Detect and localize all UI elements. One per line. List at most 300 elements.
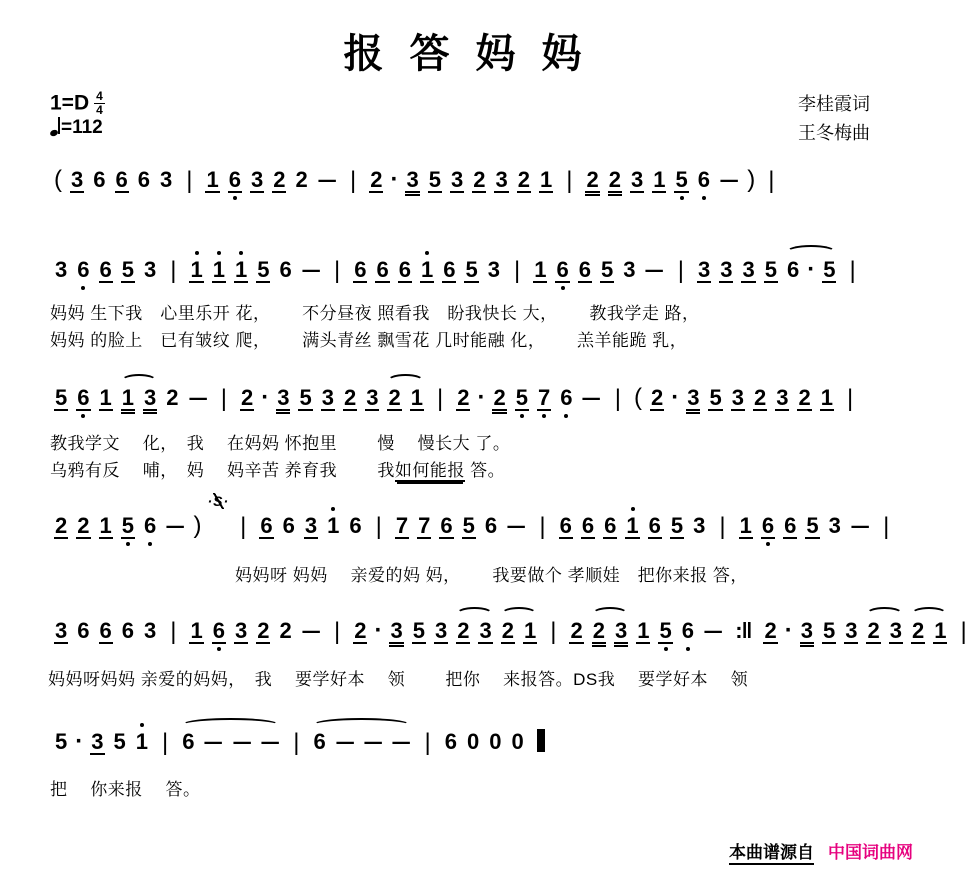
note-digit: 5 — [764, 257, 777, 282]
final-barline-icon — [537, 729, 545, 752]
note — [488, 730, 502, 753]
note — [444, 730, 458, 753]
note — [298, 386, 312, 411]
note — [763, 619, 777, 644]
note-digit: 1 — [212, 257, 225, 282]
note-digit: 1 — [934, 618, 947, 643]
lyrics-verse2-line2 — [50, 456, 505, 481]
note — [205, 168, 219, 193]
note — [708, 386, 722, 411]
note-digit: 6 — [354, 257, 367, 282]
augmentation-dot-icon: · — [671, 384, 680, 411]
note-digit: 6 — [313, 729, 326, 754]
note-digit: 6 — [398, 257, 411, 282]
note — [764, 258, 778, 283]
note — [786, 258, 800, 281]
note — [559, 514, 573, 539]
music-line-verse — [50, 256, 865, 285]
note — [234, 619, 248, 644]
note — [559, 386, 573, 409]
note — [115, 168, 129, 193]
octave-down-dot-icon — [520, 414, 524, 418]
note — [658, 619, 672, 644]
note — [259, 514, 273, 539]
lyrics-verse1-line2: 教我学文 化， 我 在妈妈 怀抱里 慢 慢长大 了。 — [50, 434, 511, 453]
note — [697, 258, 711, 283]
note-digit: 2 — [473, 167, 486, 192]
music-line-verse-b — [50, 384, 862, 413]
note-digit: 3 — [630, 167, 644, 192]
note-digit: 5 — [55, 729, 68, 754]
note-digit: 6 — [443, 257, 456, 282]
augmentation-dot-icon: · — [374, 617, 383, 644]
note-digit: 6 — [440, 513, 453, 538]
note-digit: 2 — [570, 618, 583, 643]
dash-note-icon: – — [165, 513, 186, 538]
note — [256, 258, 270, 283]
barline-icon: | — [513, 257, 521, 284]
source-label: 本曲谱源自 — [729, 843, 814, 865]
note — [911, 619, 925, 644]
note — [76, 386, 90, 411]
note — [165, 386, 179, 409]
note — [686, 386, 700, 411]
note-digit: 2 — [517, 167, 530, 192]
note-digit: 3 — [304, 513, 318, 538]
note — [76, 258, 90, 281]
note — [135, 730, 149, 753]
note — [410, 386, 424, 411]
note-digit: 7 — [418, 513, 431, 538]
note-digit: 5 — [121, 257, 134, 282]
note-digit: 0 — [489, 729, 502, 754]
barline-icon: | — [333, 618, 341, 645]
note-digit: 5 — [299, 385, 312, 410]
note — [272, 168, 286, 193]
note — [54, 730, 68, 753]
octave-down-dot-icon — [561, 286, 565, 290]
barline-icon: | — [220, 385, 227, 412]
barline-icon: | — [614, 385, 621, 412]
note-digit: 1 — [420, 257, 434, 282]
note-digit: 3 — [487, 257, 500, 282]
note — [603, 514, 617, 539]
note — [866, 619, 880, 644]
note — [775, 386, 789, 411]
note — [353, 619, 367, 644]
note — [697, 168, 711, 191]
note — [515, 386, 529, 411]
note — [189, 258, 203, 283]
note — [54, 514, 68, 539]
note — [137, 168, 151, 191]
note — [143, 514, 157, 537]
slur-arc-icon — [862, 618, 907, 644]
note — [650, 386, 664, 411]
note — [417, 514, 431, 539]
octave-down-dot-icon — [542, 414, 546, 418]
note — [428, 168, 442, 193]
note — [501, 619, 515, 644]
credits — [798, 90, 870, 148]
note — [464, 258, 478, 283]
note — [398, 258, 412, 283]
parenthesis: ) — [747, 166, 756, 193]
note-digit: 2 — [493, 385, 506, 410]
note — [933, 619, 947, 644]
note-digit: 6 — [349, 513, 362, 538]
augmentation-dot-icon: · — [261, 384, 270, 411]
barline-icon: | — [846, 385, 854, 412]
note — [442, 258, 456, 283]
octave-up-dot-icon — [239, 251, 243, 255]
repeat-barline-icon: :‖ — [735, 618, 752, 643]
note-digit: 3 — [495, 167, 508, 192]
augmentation-dot-icon: · — [477, 384, 486, 411]
note — [517, 168, 531, 193]
note-digit: 3 — [693, 513, 706, 538]
note — [99, 386, 113, 411]
note — [189, 619, 203, 644]
note-digit: 6 — [212, 618, 225, 643]
note-digit: 6 — [648, 513, 661, 538]
note — [820, 386, 834, 411]
note — [533, 258, 547, 283]
note-digit: 0 — [466, 729, 480, 754]
octave-down-dot-icon — [217, 647, 221, 651]
note-digit: 2 — [257, 618, 270, 643]
tempo-marking — [50, 116, 103, 139]
note-digit: 2 — [388, 385, 401, 410]
note — [240, 386, 254, 411]
note — [674, 168, 688, 193]
note — [121, 258, 135, 283]
note-digit: 3 — [144, 385, 157, 410]
note — [121, 619, 135, 642]
note-digit: 1 — [523, 618, 537, 643]
octave-up-dot-icon — [140, 723, 144, 727]
note-digit: 6 — [99, 257, 112, 282]
lyrics-melisma-underline: 如何能报 — [394, 461, 465, 480]
note — [600, 258, 614, 283]
note-digit: 2 — [764, 618, 777, 643]
note — [822, 258, 836, 283]
octave-down-dot-icon — [564, 414, 568, 418]
note — [822, 619, 836, 644]
note — [70, 168, 84, 193]
note-digit: 3 — [614, 618, 628, 643]
slur-arc-icon — [907, 618, 952, 644]
key-label: 1=D — [50, 91, 90, 115]
lyricist-credit: 李桂霞词 — [798, 94, 870, 114]
dash-note-icon: – — [301, 257, 321, 282]
note-digit: 6 — [77, 257, 90, 282]
note-digit: 5 — [600, 257, 614, 282]
dash-note-icon: – — [719, 167, 739, 192]
note — [369, 168, 383, 193]
note — [99, 619, 113, 644]
note — [212, 258, 226, 283]
note — [585, 168, 599, 193]
note — [648, 514, 662, 539]
note-digit: 2 — [592, 618, 605, 643]
note-digit: 5 — [462, 513, 475, 538]
note-digit: 6 — [144, 513, 157, 538]
note — [510, 730, 524, 753]
note-digit: 3 — [742, 257, 755, 282]
note-digit: 1 — [410, 385, 423, 410]
note — [54, 258, 68, 281]
note-digit: 2 — [650, 385, 664, 410]
parenthesis: ) — [193, 512, 202, 539]
note-digit: 1 — [99, 385, 112, 410]
music-line-intro — [50, 166, 783, 195]
note — [348, 514, 362, 537]
note-digit: 3 — [55, 257, 68, 282]
note-digit: 2 — [166, 385, 179, 410]
note — [387, 386, 401, 411]
barline-icon: | — [424, 729, 431, 756]
note — [304, 514, 318, 539]
note-digit: 3 — [697, 257, 711, 282]
note-digit: 5 — [823, 257, 836, 282]
note-digit: 1 — [637, 618, 650, 643]
note-digit: 2 — [55, 513, 68, 538]
note-digit: 6 — [115, 167, 128, 192]
note-digit: 6 — [556, 257, 569, 282]
note — [76, 514, 90, 539]
note-digit: 2 — [586, 167, 599, 192]
slur-arc-icon — [383, 385, 428, 411]
note-digit: 2 — [608, 167, 621, 192]
note — [353, 258, 367, 283]
note — [99, 258, 113, 283]
note-digit: 6 — [761, 513, 775, 538]
note-digit: 5 — [428, 167, 441, 192]
note — [113, 730, 127, 753]
note-digit: 2 — [370, 167, 383, 192]
note-digit: 3 — [144, 257, 157, 282]
slur-arc-icon — [177, 729, 284, 755]
note-digit: 5 — [465, 257, 478, 282]
note-digit: 6 — [444, 729, 457, 754]
note-digit: 3 — [687, 385, 700, 410]
lyrics-verse2-line2-pre: 乌鸦有反 哺， 妈 妈辛苦 养育我 我 — [50, 461, 395, 480]
dash-note-icon: – — [232, 729, 252, 754]
barline-icon: | — [170, 257, 177, 284]
dash-note-icon: – — [317, 167, 337, 192]
note — [844, 619, 858, 644]
note — [276, 386, 290, 411]
note — [256, 619, 270, 644]
note — [54, 619, 68, 644]
note — [753, 386, 767, 411]
note — [412, 619, 426, 644]
note — [889, 619, 903, 644]
barline-icon: | — [240, 513, 247, 540]
note-digit: 3 — [321, 385, 334, 410]
note-digit: 6 — [77, 385, 90, 410]
octave-up-dot-icon — [195, 251, 199, 255]
note-digit: 1 — [739, 513, 752, 538]
note — [212, 619, 226, 644]
note — [472, 168, 486, 193]
note-digit: 3 — [434, 618, 448, 643]
note — [614, 619, 628, 644]
note — [805, 514, 819, 539]
note-digit: 2 — [354, 618, 367, 643]
note — [539, 168, 553, 193]
note-digit: 6 — [228, 167, 241, 192]
note — [636, 619, 650, 644]
note — [681, 619, 695, 642]
footer-site-link[interactable]: 中国词曲网 — [828, 843, 913, 862]
time-signature — [94, 90, 105, 116]
octave-down-dot-icon — [680, 196, 684, 200]
note-digit: 3 — [91, 729, 104, 754]
dash-note-icon: – — [260, 729, 280, 754]
source-attribution — [710, 818, 913, 883]
barline-icon: | — [186, 167, 193, 194]
barline-icon: | — [349, 167, 357, 194]
note-digit: 2 — [295, 167, 308, 192]
dash-note-icon: – — [581, 385, 602, 410]
note — [581, 514, 595, 539]
note-digit: 1 — [99, 513, 112, 538]
note-digit: 3 — [234, 618, 248, 643]
note-digit: 3 — [800, 618, 813, 643]
note — [143, 386, 157, 411]
lyrics-verse2-line1: 妈妈 的脸上 已有皱纹 爬， 满头青丝 飘雪花 几时能融 化， 羔羊能跪 乳， — [50, 331, 688, 350]
note — [630, 168, 644, 193]
note-digit: 6 — [99, 618, 112, 643]
note-digit: 1 — [234, 257, 248, 282]
note — [761, 514, 775, 539]
key-signature — [50, 90, 105, 116]
note-digit: 2 — [501, 618, 514, 643]
note-digit: 5 — [113, 729, 126, 754]
barline-icon: | — [960, 618, 967, 645]
note-digit: 5 — [709, 385, 722, 410]
parenthesis: ( — [633, 384, 642, 411]
note — [365, 386, 379, 411]
note-digit: 1 — [539, 167, 553, 192]
note-digit: 6 — [786, 257, 800, 282]
note — [800, 619, 814, 644]
note-digit: 3 — [144, 618, 157, 643]
octave-down-dot-icon — [81, 414, 85, 418]
note — [797, 386, 811, 411]
note — [719, 258, 733, 283]
note-digit: 5 — [515, 385, 528, 410]
octave-down-dot-icon — [126, 542, 130, 546]
slur-arc-icon — [308, 729, 415, 755]
dash-note-icon: – — [203, 729, 224, 754]
augmentation-dot-icon: · — [390, 166, 399, 193]
note-digit: 2 — [343, 385, 357, 410]
music-line-chorus-b — [50, 617, 976, 646]
note-digit: 6 — [578, 257, 591, 282]
slur-arc-icon — [588, 618, 633, 644]
note-digit: 3 — [450, 167, 464, 192]
note — [492, 386, 506, 411]
note — [326, 514, 340, 537]
note — [487, 258, 501, 281]
dash-note-icon: – — [363, 729, 383, 754]
dash-note-icon: – — [644, 257, 665, 282]
note-digit: 5 — [806, 513, 819, 538]
note-digit: 2 — [457, 385, 470, 410]
note — [90, 730, 104, 755]
note-digit: 3 — [720, 257, 733, 282]
barline-icon: | — [550, 618, 557, 645]
note-digit: 1 — [190, 257, 203, 282]
note — [395, 514, 409, 539]
dash-note-icon: – — [703, 618, 723, 643]
note — [608, 168, 622, 193]
barline-icon: | — [293, 729, 300, 756]
music-line-ending — [50, 728, 553, 757]
note-digit: 6 — [93, 167, 106, 192]
note — [578, 258, 592, 283]
segno-icon: ·S· — [207, 493, 230, 509]
note-digit: 6 — [484, 513, 498, 538]
note-digit: 3 — [845, 618, 858, 643]
octave-down-dot-icon — [81, 286, 85, 290]
note-digit: 1 — [190, 618, 203, 643]
note — [439, 514, 453, 539]
note-digit: 6 — [559, 513, 572, 538]
slur-arc-icon — [452, 618, 497, 644]
slur-arc-icon — [782, 256, 841, 284]
note — [434, 619, 448, 644]
barline-icon: | — [566, 167, 573, 194]
note-digit: 5 — [412, 618, 425, 643]
note — [741, 258, 755, 283]
note-digit: 3 — [277, 385, 290, 410]
note-digit: 6 — [77, 618, 90, 643]
time-signature-denominator: 4 — [96, 102, 103, 117]
note-digit: 3 — [889, 618, 902, 643]
note — [143, 258, 157, 281]
note — [592, 619, 606, 644]
note — [375, 258, 389, 283]
note-digit: 2 — [911, 618, 925, 643]
note-digit: 6 — [260, 513, 273, 538]
octave-down-dot-icon — [233, 196, 237, 200]
slur-arc-icon — [497, 618, 542, 644]
barline-icon: | — [677, 257, 684, 284]
note — [466, 730, 480, 753]
lyrics-verse2-line2-post: 答。 — [464, 461, 506, 480]
lyrics-chorus-line2: 妈妈呀妈妈 亲爱的妈妈， 我 要学好本 领 把你 来报答。DS我 要学好本 领 — [48, 670, 749, 689]
note — [537, 386, 551, 411]
note — [523, 619, 537, 644]
lyrics-verse1-line1: 妈妈 生下我 心里乐开 花， 不分昼夜 照看我 盼我快长 大， 教我学走 路， — [50, 304, 700, 323]
note — [181, 730, 195, 753]
note-digit: 5 — [670, 513, 684, 538]
octave-up-dot-icon — [631, 507, 635, 511]
note — [783, 514, 797, 539]
lyrics-ending-line: 把 你来报 答。 — [50, 780, 201, 799]
note-digit: 6 — [560, 385, 573, 410]
note — [321, 386, 335, 411]
note — [456, 619, 470, 644]
note — [456, 386, 470, 411]
note — [250, 168, 264, 193]
note-digit: 2 — [240, 385, 254, 410]
note-digit: 3 — [776, 385, 789, 410]
